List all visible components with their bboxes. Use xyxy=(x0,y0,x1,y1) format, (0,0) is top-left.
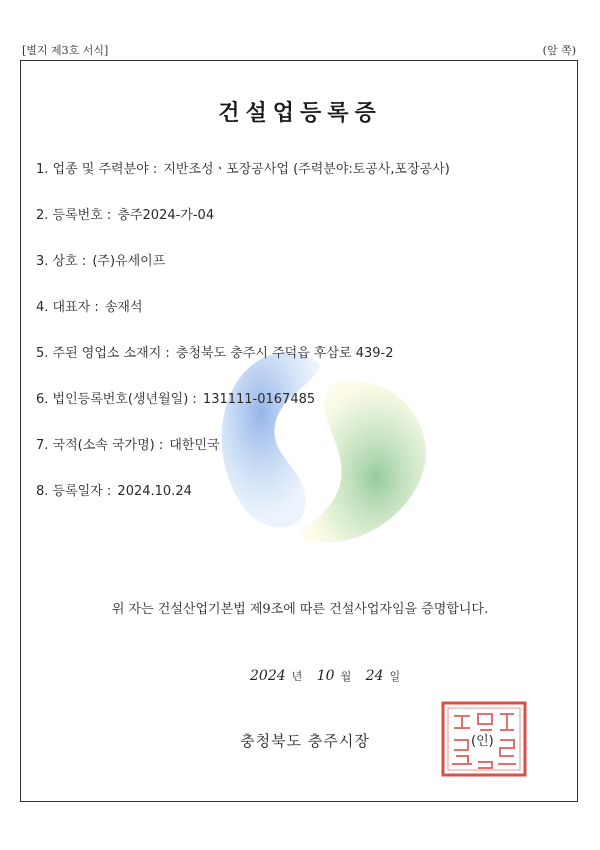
detail-row xyxy=(36,252,450,298)
issuer-name: 충청북도 충주시장 xyxy=(240,732,370,750)
detail-label: 8. 등록일자 : xyxy=(36,484,112,499)
certification-statement: 위 자는 건설산업기본법 제9조에 따른 건설사업자임을 증명합니다. xyxy=(111,602,489,617)
detail-label: 7. 국적(소속 국가명) : xyxy=(36,438,164,453)
detail-row xyxy=(36,206,450,252)
detail-row xyxy=(36,344,450,390)
year-unit: 년 xyxy=(291,670,303,683)
detail-row xyxy=(36,390,450,436)
detail-row xyxy=(36,436,450,482)
detail-label: 2. 등록번호 : xyxy=(36,208,112,223)
detail-label: 1. 업종 및 주력분야 : xyxy=(36,162,158,177)
issue-date xyxy=(250,668,410,684)
detail-value: 131111-0167485 xyxy=(202,392,316,407)
issue-year: 2024 xyxy=(250,668,286,684)
form-number-label: [별지 제3호 서식] xyxy=(22,44,109,57)
issue-day: 24 xyxy=(365,668,384,684)
issue-month: 10 xyxy=(316,668,335,684)
detail-row xyxy=(36,298,450,344)
registration-details xyxy=(36,160,450,528)
detail-value: 지반조성ㆍ포장공사업 (주력분야:토공사,포장공사) xyxy=(163,162,450,177)
detail-label: 6. 법인등록번호(생년월일) : xyxy=(36,392,197,407)
detail-value: 2024.10.24 xyxy=(117,484,192,499)
page-side-label: (앞 쪽) xyxy=(542,44,576,57)
document-title: 건설업등록증 xyxy=(218,101,382,126)
detail-label: 5. 주된 영업소 소재지 : xyxy=(36,346,170,361)
detail-value: 충청북도 충주시 주덕읍 후삼로 439-2 xyxy=(175,346,394,361)
detail-label: 4. 대표자 : xyxy=(36,300,99,315)
month-unit: 월 xyxy=(340,670,352,683)
detail-value: 충주2024-가-04 xyxy=(117,208,215,223)
seal-mark: (인) xyxy=(471,734,494,749)
detail-label: 3. 상호 : xyxy=(36,254,87,269)
detail-value: (주)유세이프 xyxy=(92,254,166,269)
day-unit: 일 xyxy=(389,670,401,683)
detail-value: 송재석 xyxy=(104,300,143,315)
detail-row xyxy=(36,482,450,528)
detail-row xyxy=(36,160,450,206)
detail-value: 대한민국 xyxy=(169,438,220,453)
